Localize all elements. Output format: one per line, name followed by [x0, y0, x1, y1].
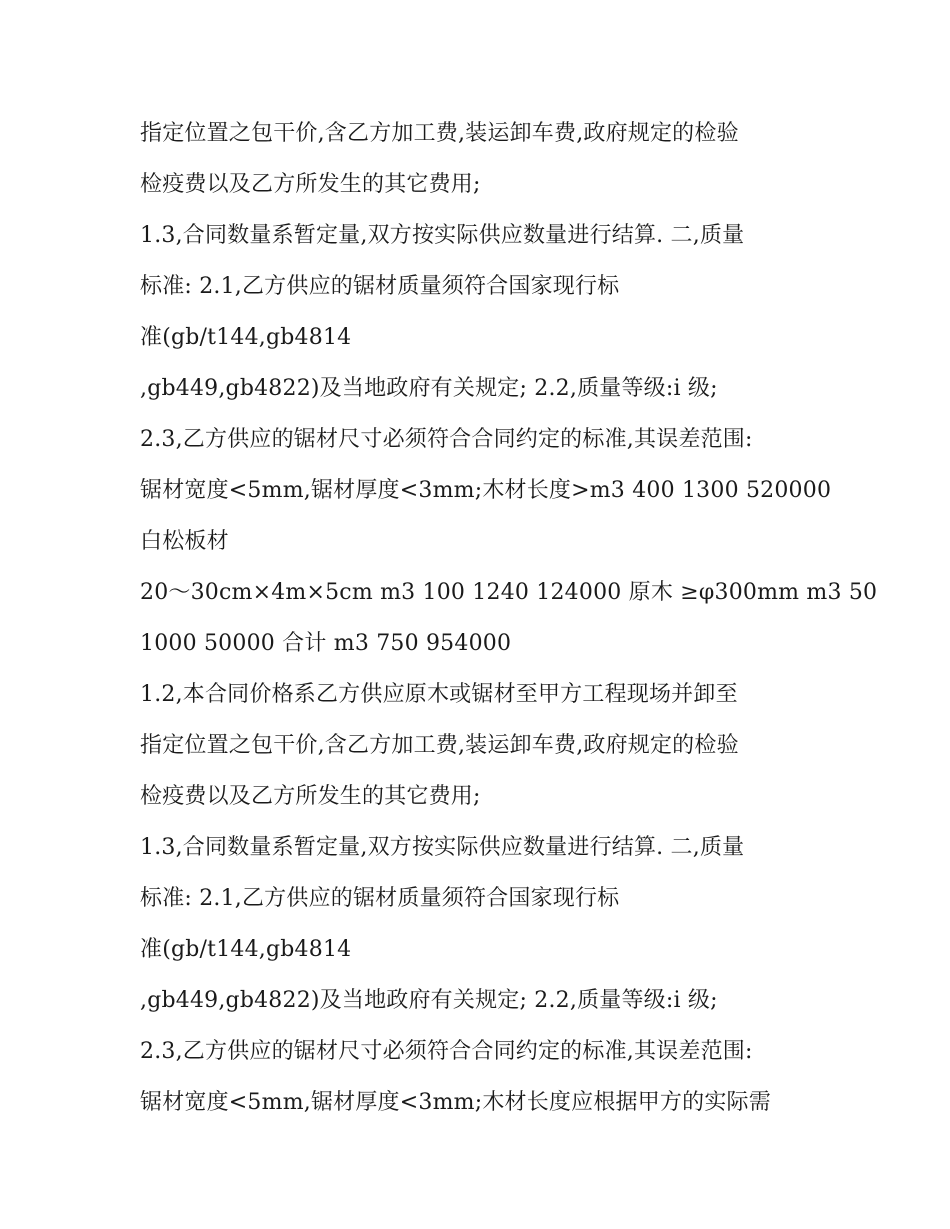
text-line: 2.3,乙方供应的锯材尺寸必须符合合同约定的标准,其误差范围:: [140, 427, 753, 452]
text-line: 指定位置之包干价,含乙方加工费,装运卸车费,政府规定的检验: [140, 733, 739, 758]
text-line: 检疫费以及乙方所发生的其它费用;: [140, 172, 481, 197]
text-line: ,gb449,gb4822)及当地政府有关规定; 2.2,质量等级:i 级;: [140, 988, 718, 1013]
text-line: ,gb449,gb4822)及当地政府有关规定; 2.2,质量等级:i 级;: [140, 376, 718, 401]
text-line: 1.3,合同数量系暂定量,双方按实际供应数量进行结算. 二,质量: [140, 835, 745, 860]
text-line: 指定位置之包干价,含乙方加工费,装运卸车费,政府规定的检验: [140, 121, 739, 146]
text-line: 1.3,合同数量系暂定量,双方按实际供应数量进行结算. 二,质量: [140, 223, 745, 248]
text-line: 20～30cm×4m×5cm m3 100 1240 124000 原木 ≥φ300mm m3 50: [140, 580, 878, 605]
text-line: 锯材宽度<5mm,锯材厚度<3mm;木材长度>m3 400 1300 520000: [140, 478, 832, 503]
text-line: 1000 50000 合计 m3 750 954000: [140, 631, 512, 656]
text-line: 2.3,乙方供应的锯材尺寸必须符合合同约定的标准,其误差范围:: [140, 1039, 753, 1064]
text-line: 准(gb/t144,gb4814: [140, 937, 352, 962]
text-line: 标准: 2.1,乙方供应的锯材质量须符合国家现行标: [140, 274, 620, 299]
text-line: 1.2,本合同价格系乙方供应原木或锯材至甲方工程现场并卸至: [140, 682, 738, 707]
text-line: 锯材宽度<5mm,锯材厚度<3mm;木材长度应根据甲方的实际需: [140, 1090, 771, 1115]
text-line: 准(gb/t144,gb4814: [140, 325, 352, 350]
document-body: [140, 108, 878, 1128]
text-line: 标准: 2.1,乙方供应的锯材质量须符合国家现行标: [140, 886, 620, 911]
text-line: 白松板材: [140, 529, 229, 554]
text-line: 检疫费以及乙方所发生的其它费用;: [140, 784, 481, 809]
